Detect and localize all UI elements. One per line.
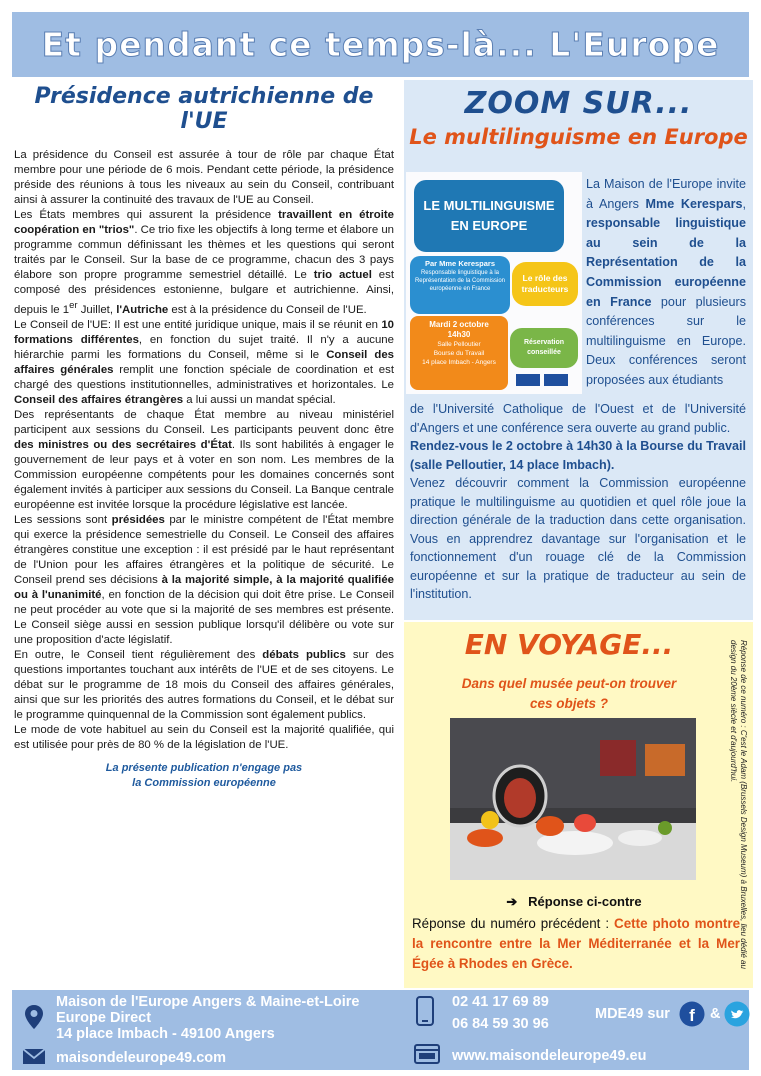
poster-translators-line-2: traducteurs: [521, 284, 569, 294]
poster-title-bubble: [414, 180, 564, 252]
voyage-question-line-1: Dans quel musée peut-on trouver: [461, 676, 677, 691]
text-run: sur des questions importantes touchant aux intérêts de l'UE et de ses citoyens. Le débat sur le programme de 18 mois du Conseil des affaires générales, ainsi que sur les priorités des autres formations du Conseil, et le débat sur le programme quinquennal de la Commission sont également publics.: [14, 648, 394, 721]
poster-translators-line-1: Le rôle des: [522, 273, 568, 283]
web-icon: [414, 1044, 440, 1064]
event-poster: [406, 172, 582, 394]
text-run: Le Conseil de l'UE: Il est une entité juridique unique, mais il se réunit en: [14, 318, 382, 331]
text-run: débats publics: [262, 648, 346, 661]
text-run: est composé des présidences estonienne, bulgare et autrichienne. Ainsi, depuis le 1: [14, 269, 395, 316]
footer-org-subtitle: Europe Direct: [56, 1010, 152, 1026]
phone-icon: [416, 996, 434, 1026]
text-run: présidées: [111, 513, 165, 526]
text-run: Conseil des affaires étrangères: [14, 393, 184, 406]
footer-address: 14 place Imbach - 49100 Angers: [56, 1026, 275, 1042]
poster-time: 14h30: [447, 330, 471, 339]
text-run: à la majorité simple, à la majorité qualifiée ou à l'unanimité: [14, 573, 394, 601]
answer-hint-label: Réponse ci-contre: [528, 894, 642, 909]
text-run: a lui aussi un mandat spécial.: [183, 393, 336, 406]
zoom-intro-text: [586, 175, 746, 391]
text-run: l'Autriche: [116, 303, 169, 316]
poster-date-bubble: [410, 316, 508, 390]
twitter-icon[interactable]: [724, 1001, 750, 1027]
poster-translators-bubble: [512, 262, 578, 306]
poster-speaker-role: Responsable linguistique à la Représentation de la Commission européenne en France: [414, 270, 506, 292]
article-paragraph: [14, 408, 394, 513]
footer-ampersand: &: [710, 1006, 721, 1022]
footer-phone-2[interactable]: 06 84 59 30 96: [452, 1016, 549, 1032]
poster-date: Mardi 2 octobre: [429, 320, 489, 329]
text-run: ,: [742, 196, 746, 211]
poster-speaker: Par Mme Kerespars: [424, 259, 496, 268]
text-run: trio actuel: [313, 269, 372, 281]
poster-reservation-line-2: conseillée: [527, 349, 561, 356]
text-run: des ministres ou des secrétaires d'État: [14, 438, 232, 451]
museum-photo: [450, 718, 696, 880]
text-run: Les sessions sont: [14, 513, 112, 526]
text-run: est à la présidence du Conseil de l'UE.: [168, 303, 367, 316]
footer: [12, 990, 749, 1070]
text-run: Conseil des affaires générales: [14, 348, 394, 376]
facebook-icon[interactable]: [679, 1001, 705, 1027]
left-column: [14, 80, 394, 791]
poster-reservation-bubble: [510, 328, 578, 368]
text-run: Des représentants de chaque État membre au niveau ministériel participent aux sessions du Conseil. Les participants peuvent donc être: [14, 408, 394, 436]
footer-email[interactable]: maisondeleurope49.com: [56, 1050, 227, 1066]
article-paragraph: [14, 148, 394, 208]
article-body: [14, 148, 394, 753]
text-run: travaillent en étroite coopération en "trios": [14, 209, 394, 236]
text-run: Juillet,: [77, 303, 117, 316]
text-run: Le mode de vote habituel au sein du Conseil est la majorité qualifiée, qui est utilisée pour près de 80 % de la législation de l'UE.: [14, 723, 394, 751]
zoom-section: [404, 80, 753, 620]
previous-answer-text: Cette photo montre la rencontre entre la Mer Méditerranée et la Mer Égée à Rhodes en Grèce.: [412, 916, 741, 971]
previous-answer: [412, 914, 740, 974]
text-run: 10 formations différentes: [14, 318, 394, 346]
article-paragraph: [14, 318, 394, 408]
arrow-right-icon: ➔: [506, 894, 518, 909]
footer-phone-1[interactable]: 02 41 17 69 89: [452, 994, 549, 1010]
text-run: . Ce trio fixe les objectifs à long terme et élabore un programme commun définissant les thèmes et les questions qui seront traités par le Conseil. Sur la base de ce programme, chacun des 3 pays élabore son propre programme semestriel détaillé. Le: [14, 224, 394, 281]
poster-title-line-1: LE MULTILINGUISME: [423, 198, 555, 213]
text-run: remplit une fonction spéciale de coordination et est chargé des questions institutionnelles, administratives et horizontales. Le: [14, 363, 394, 391]
voyage-section: [404, 622, 753, 988]
voyage-title: EN VOYAGE...: [464, 628, 674, 661]
article-paragraph: [14, 513, 394, 648]
text-run: La Maison de l'Europe invite à Angers: [586, 177, 746, 211]
zoom-paragraph-2: Venez découvrir comment la Commission européenne pratique le multilinguisme au quotidien et quel rôle joue la direction générale de la traduction dans cette organisation. Vous en apprendrez davantage sur l'organisation et le fonctionnement d'un rouage clé de la Commission européenne et sur la pratique de traducteur au sein de l'institution.: [410, 476, 746, 601]
footer-website[interactable]: www.maisondeleurope49.eu: [452, 1048, 647, 1064]
poster-reservation-line-1: Réservation: [523, 339, 565, 346]
text-run: responsable linguistique au sein de la Représentation de la Commission européenne en France: [586, 216, 746, 309]
text-run: par le ministre compétent de l'État membre qui exerce la présidence semestrielle du Conseil. Le Conseil des affaires étrangères constitue une exception : il est présidé par le haut représentant de l'Union pour les affaires étrangères et la politique de sécurité. Le Conseil prend ses décisions: [14, 513, 394, 586]
zoom-paragraph-1: de l'Université Catholique de l'Ouest et de l'Université d'Angers et une conférence sera ouverte au grand public.: [410, 402, 746, 435]
text-run: La présidence du Conseil est assurée à tour de rôle par chaque État membre pour une période de 6 mois. Pendant cette période, la présidence préside des réunions à tous les niveaux au sein du Conseil, contribuant ainsi à assurer la continuité des travaux de l'UE au Conseil.: [14, 149, 394, 206]
text-run: pour plusieurs conférences sur le multilinguisme en Europe. Deux conférences seront proposées aux étudiants: [586, 294, 746, 387]
header-banner: [12, 12, 749, 77]
article-paragraph: [14, 208, 394, 318]
footer-social-label: MDE49 sur: [595, 1006, 670, 1022]
article-paragraph: [14, 648, 394, 723]
article-heading: Présidence autrichienne de l'UE: [34, 84, 374, 134]
text-run: En outre, le Conseil tient régulièrement des: [14, 648, 263, 661]
text-run: Les États membres qui assurent la présidence: [14, 209, 279, 221]
museum-photo-illustration: [450, 718, 696, 880]
email-icon: [22, 1048, 46, 1065]
text-run: er: [69, 300, 78, 311]
eu-flag-logo: [544, 374, 568, 386]
text-run: , en fonction du sujet traité. Il n'y a aucune hiérarchie parmi les formations du Conseil, même si le: [14, 333, 394, 361]
poster-place-1: Salle Pelloutier: [437, 341, 481, 348]
poster-place-2: Bourse du Travail: [433, 350, 485, 357]
text-run: Mme Kerespars: [645, 196, 743, 211]
voyage-question: [434, 674, 704, 714]
disclaimer-line-1: La présente publication n'engage pas: [105, 761, 303, 774]
footer-org-name: Maison de l'Europe Angers & Maine-et-Loire: [56, 994, 360, 1010]
zoom-appointment: Rendez-vous le 2 octobre à 14h30 à la Bourse du Travail (salle Pelloutier, 14 place Imbach).: [410, 439, 746, 472]
disclaimer-line-2: la Commission européenne: [132, 776, 276, 789]
partner-logo: [516, 374, 540, 386]
text-run: . Ils sont habilités à engager le gouvernement de leur pays et à voter en son nom. Les membres de la Commission européenne compétents pour les domaines concernés sont également invités à participer aux sessions du Conseil. La Banque centrale européenne est invitée lorsque la procédure législative est lancée.: [14, 438, 394, 511]
svg-text:f: f: [689, 1006, 695, 1025]
poster-logos: [516, 374, 572, 388]
previous-answer-label: Réponse du numéro précédent :: [412, 916, 615, 931]
poster-place-3: 14 place Imbach - Angers: [422, 359, 496, 366]
location-pin-icon: [24, 1004, 44, 1030]
poster-speaker-bubble: [410, 256, 510, 314]
article-paragraph: [14, 723, 394, 753]
disclaimer: [14, 761, 394, 791]
voyage-question-line-2: ces objets ?: [529, 696, 609, 711]
text-run: , en fonction de la décision qui doit être prise. Le Conseil ne peut procéder au vote que si la majorité de ses membres est présente. Le Conseil siège aussi en session publique lorsqu'il délibère ou vote sur une proposition d'acte législatif.: [14, 588, 395, 646]
banner-title: Et pendant ce temps-là... L'Europe: [41, 25, 720, 64]
zoom-subtitle: Le multilinguisme en Europe: [409, 125, 748, 149]
zoom-body: [410, 400, 746, 604]
poster-title-line-2: EN EUROPE: [450, 218, 528, 233]
answer-hint: [424, 894, 724, 910]
zoom-title: ZOOM SUR...: [464, 86, 693, 121]
answer-vertical-text: Réponse de ce numéro : C'est le Adam (Brussels Design Museum) à Bruxelles, lieu dédié au design du 20ème siècle et d'aujourd'hui.: [729, 640, 748, 969]
